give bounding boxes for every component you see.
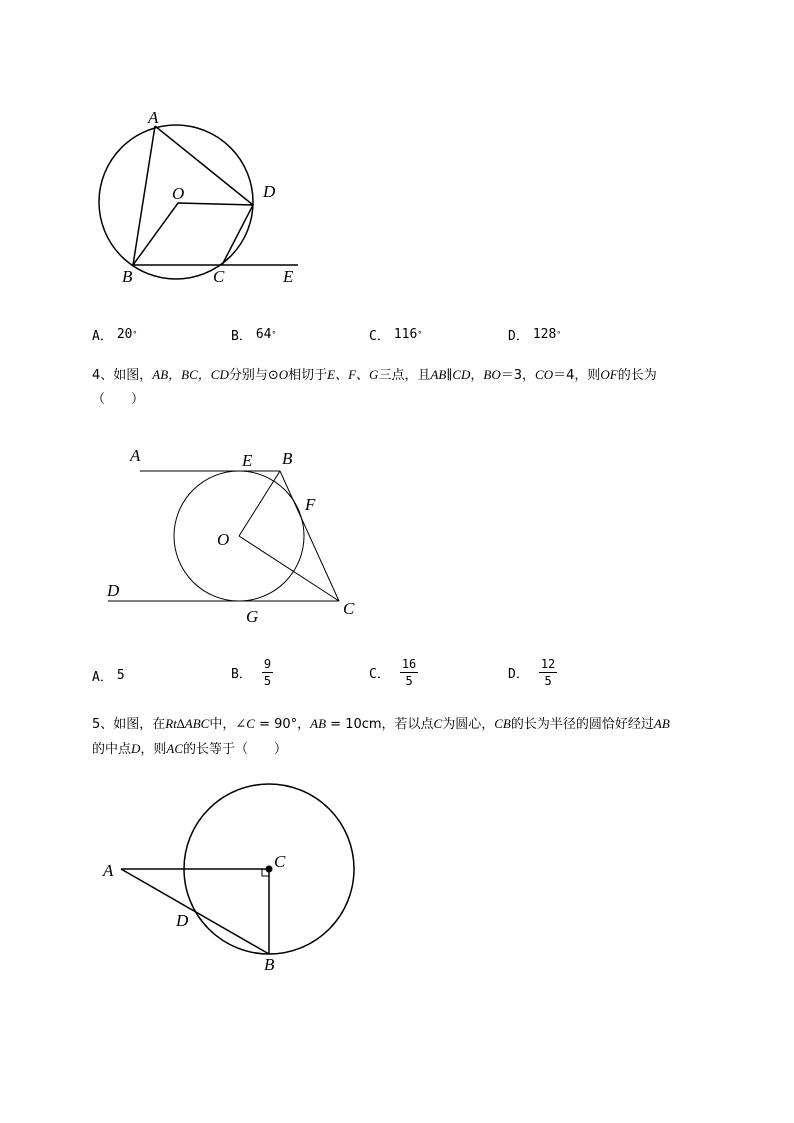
q5-text-p: AC xyxy=(166,741,184,756)
q4-text-e: 相切于 xyxy=(288,368,328,383)
q4-option-c-numerator: 16 xyxy=(401,657,417,671)
q5-text-b: Rt∆ABC xyxy=(165,716,210,731)
q5-label-C: C xyxy=(274,852,286,871)
q5-question xyxy=(92,712,732,762)
q4-label-F: F xyxy=(305,495,316,514)
q4-text-a: 4、如图， xyxy=(92,368,153,383)
q3-option-d-label: D． xyxy=(508,329,529,344)
q4-option-c[interactable] xyxy=(369,658,418,687)
q4-label-A: A xyxy=(130,446,141,465)
q3-option-a-value: 20 xyxy=(116,327,133,342)
q3-option-c-value: 116 xyxy=(393,327,418,342)
q3-quadrilateral xyxy=(133,126,253,265)
q5-center-dot xyxy=(266,866,273,873)
q5-line-2 xyxy=(92,737,732,762)
q4-text-h: AB∥CD xyxy=(430,367,471,382)
q4-text-f: E、F、G xyxy=(327,367,379,382)
q3-option-a[interactable] xyxy=(92,325,137,344)
q4-text-c: 分别与⊙ xyxy=(228,368,279,383)
q4-text-n: OF xyxy=(600,367,618,382)
q4-label-B: B xyxy=(282,449,293,468)
q4-option-d[interactable] xyxy=(508,658,557,687)
q3-option-b-value: 64 xyxy=(255,327,272,342)
q4-text-d: O xyxy=(278,367,289,382)
q3-label-E: E xyxy=(283,267,294,286)
q4-text-i: ， xyxy=(470,368,484,383)
q3-label-B: B xyxy=(122,267,133,286)
q4-option-a[interactable] xyxy=(92,666,125,685)
q4-option-b[interactable] xyxy=(231,658,273,687)
q4-option-b-numerator: 9 xyxy=(263,657,272,671)
q3-label-D: D xyxy=(263,182,276,201)
q5-text-a: 5、如图，在 xyxy=(92,717,166,732)
q5-text-h: C xyxy=(433,716,443,731)
q4-label-G: G xyxy=(246,607,259,626)
q3-option-b-label: B． xyxy=(231,329,252,344)
q4-label-O: O xyxy=(217,530,230,549)
q5-text-j: CB xyxy=(494,716,511,731)
q4-text-l: CO xyxy=(535,367,554,382)
q3-chord-AD xyxy=(155,126,253,205)
q4-label-D: D xyxy=(107,581,120,600)
q4-option-d-fraction xyxy=(539,658,557,687)
q4-text-o: 的长为 xyxy=(617,368,657,383)
q4-option-d-denominator: 5 xyxy=(544,674,552,688)
q5-text-n: D xyxy=(131,741,141,756)
q5-text-c: 中， xyxy=(209,717,236,732)
q5-line-1 xyxy=(92,712,732,737)
q5-label-A: A xyxy=(103,861,114,880)
q4-text-m: ＝4，则 xyxy=(553,368,601,383)
q3-option-c-unit: ° xyxy=(417,330,423,339)
q4-option-b-label: B． xyxy=(231,667,252,682)
q5-text-l: AB xyxy=(653,716,670,731)
q5-text-o: ，则 xyxy=(140,742,167,757)
q4-option-d-label: D． xyxy=(508,667,529,682)
q3-option-d[interactable] xyxy=(508,325,561,344)
q4-option-c-label: C． xyxy=(369,667,390,682)
q3-label-A: A xyxy=(148,108,159,127)
q4-question xyxy=(92,363,732,412)
q4-line-OB xyxy=(239,471,280,536)
q5-figure xyxy=(0,775,380,980)
q4-label-C: C xyxy=(343,599,355,618)
q3-option-b-unit: ° xyxy=(271,330,277,339)
q3-figure xyxy=(0,100,320,300)
q4-line-1 xyxy=(92,363,732,388)
q5-text-m: 的中点 xyxy=(92,742,132,757)
q5-text-g: = 10cm，若以点 xyxy=(326,717,434,732)
q5-label-B: B xyxy=(264,955,275,974)
q5-label-D: D xyxy=(176,911,189,930)
q4-text-k: ＝3， xyxy=(500,368,536,383)
q3-option-d-unit: ° xyxy=(556,330,562,339)
q5-text-f: AB xyxy=(310,716,327,731)
q3-option-d-value: 128 xyxy=(532,327,557,342)
q4-option-b-denominator: 5 xyxy=(263,674,272,688)
q3-option-c[interactable] xyxy=(369,325,422,344)
q4-option-b-fraction xyxy=(262,658,273,687)
q5-text-d: ∠C xyxy=(235,716,255,731)
q3-option-a-label: A． xyxy=(92,329,113,344)
q4-figure xyxy=(0,440,380,630)
q4-option-c-denominator: 5 xyxy=(405,674,413,688)
q4-text-j: BO xyxy=(483,367,501,382)
q5-text-q: 的长等于（ ） xyxy=(183,742,288,757)
q3-label-O: O xyxy=(172,184,185,203)
q5-text-k: 的长为半径的圆恰好经过 xyxy=(510,717,654,732)
q4-option-a-label: A． xyxy=(92,670,113,685)
q3-label-C: C xyxy=(213,267,225,286)
q3-option-a-unit: ° xyxy=(132,330,138,339)
q4-option-a-value: 5 xyxy=(116,668,125,683)
q3-option-b[interactable] xyxy=(231,325,276,344)
q4-text-b: AB，BC，CD xyxy=(152,367,229,382)
q5-text-i: 为圆心， xyxy=(442,717,495,732)
q4-line-2: （ ） xyxy=(92,392,145,407)
q3-option-c-label: C． xyxy=(369,329,390,344)
q4-option-d-numerator: 12 xyxy=(540,657,556,671)
q4-label-E: E xyxy=(242,451,253,470)
q5-line-AB xyxy=(121,869,269,954)
q5-text-e: = 90°， xyxy=(254,717,311,732)
q4-option-c-fraction xyxy=(400,658,418,687)
q4-text-g: 三点，且 xyxy=(378,368,431,383)
